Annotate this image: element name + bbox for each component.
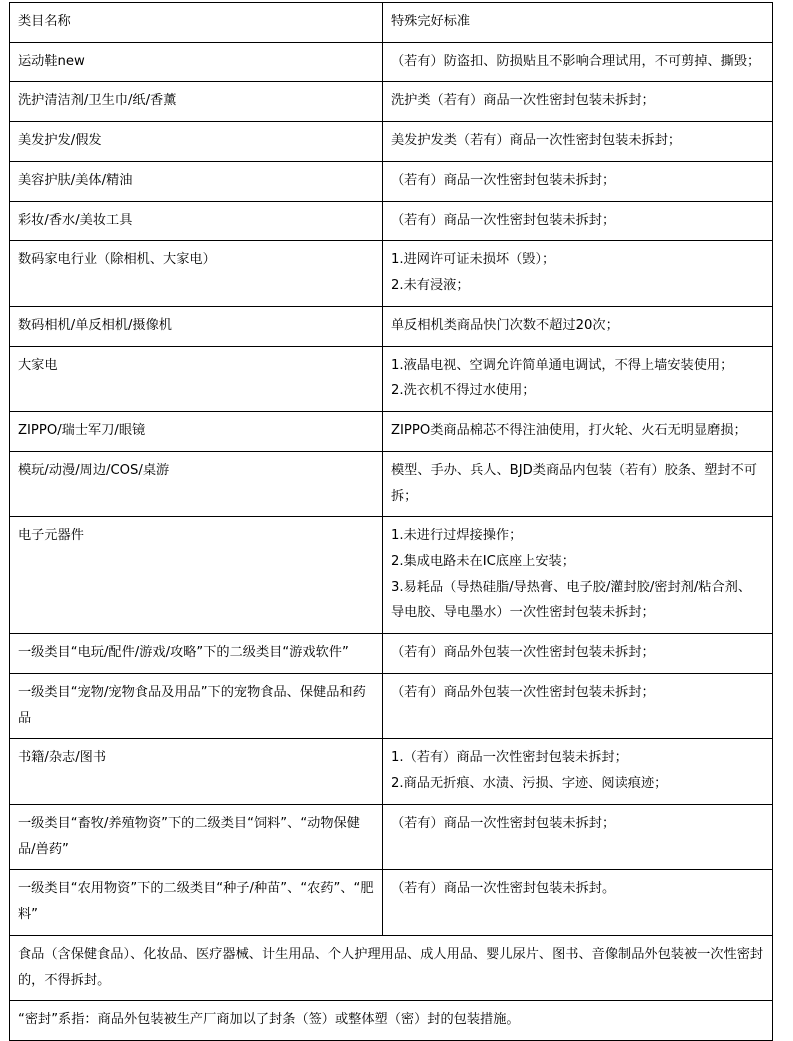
- category-cell: [10, 634, 383, 674]
- category-text: 一级类目“电玩/配件/游戏/攻略”下的二级类目“游戏软件”: [18, 645, 349, 661]
- standard-cell: [383, 412, 773, 452]
- footer-row: [10, 935, 773, 1000]
- table-header: [10, 3, 773, 43]
- category-cell: [10, 804, 383, 869]
- standard-cell: [383, 346, 773, 411]
- table-row: [10, 673, 773, 738]
- column-header-category: 类目名称: [10, 3, 383, 43]
- category-cell: [10, 201, 383, 241]
- standard-cell: [383, 241, 773, 306]
- category-text: 彩妆/香水/美妆工具: [18, 212, 133, 228]
- category-text: 模玩/动漫/周边/COS/桌游: [18, 462, 170, 478]
- standard-line: （若有）商品外包装一次性密封包装未拆封；: [391, 684, 655, 700]
- footer-note-cell: [10, 1001, 773, 1041]
- standard-cell: [383, 451, 773, 516]
- category-text: 运动鞋new: [18, 53, 85, 69]
- standard-line: （若有）商品外包装一次性密封包装未拆封；: [391, 645, 655, 661]
- table-row: [10, 306, 773, 346]
- category-cell: [10, 122, 383, 162]
- table-row: [10, 870, 773, 935]
- standard-cell: [383, 634, 773, 674]
- category-text: ZIPPO/瑞士军刀/眼镜: [18, 423, 146, 439]
- category-text: 美发护发/假发: [18, 133, 102, 149]
- category-cell: [10, 42, 383, 82]
- standard-line: 2.商品无折痕、水渍、污损、字迹、阅读痕迹；: [391, 776, 668, 792]
- table-row: [10, 634, 773, 674]
- standard-cell: [383, 201, 773, 241]
- standard-cell: [383, 82, 773, 122]
- table-row: [10, 517, 773, 634]
- standard-line: 洗护类（若有）商品一次性密封包装未拆封；: [391, 93, 655, 109]
- standard-line: 2.集成电路未在IC底座上安装；: [391, 554, 575, 570]
- category-cell: [10, 306, 383, 346]
- table-row: [10, 42, 773, 82]
- standard-line: （若有）商品一次性密封包装未拆封。: [391, 881, 616, 897]
- table-row: [10, 451, 773, 516]
- standard-line: （若有）商品一次性密封包装未拆封；: [391, 172, 616, 188]
- category-cell: [10, 673, 383, 738]
- category-text: 一级类目“农用物资”下的二级类目“种子/种苗”、“农药”、“肥料”: [18, 881, 374, 923]
- table-body: [10, 42, 773, 1040]
- footer-note-cell: [10, 935, 773, 1000]
- footer-note-text: 食品（含保健食品）、化妆品、医疗器械、计生用品、个人护理用品、成人用品、婴儿尿片、图书、音像制品外包装被一次性密封的，不得拆封。: [18, 946, 764, 988]
- standard-line: 1.进网许可证未损坏（毁）；: [391, 252, 556, 268]
- special-condition-standards-table: [9, 2, 773, 1041]
- standard-cell: [383, 673, 773, 738]
- footer-row: [10, 1001, 773, 1041]
- standard-line: 3.易耗品（导热硅脂/导热膏、电子胶/灌封胶/密封剂/粘合剂、导电胶、导电墨水）一次性密封包装未拆封；: [391, 579, 752, 621]
- category-text: 数码相机/单反相机/摄像机: [18, 317, 172, 333]
- category-text: 大家电: [18, 357, 58, 373]
- standard-cell: [383, 306, 773, 346]
- category-text: 数码家电行业（除相机、大家电）: [18, 252, 216, 268]
- category-cell: [10, 517, 383, 634]
- category-cell: [10, 451, 383, 516]
- standard-cell: [383, 161, 773, 201]
- standard-cell: [383, 739, 773, 804]
- standard-line: （若有）商品一次性密封包装未拆封；: [391, 815, 616, 831]
- category-text: 洗护清洁剂/卫生巾/纸/香薰: [18, 93, 177, 109]
- standard-cell: [383, 122, 773, 162]
- category-text: 书籍/杂志/图书: [18, 750, 107, 766]
- standard-line: （若有）防盗扣、防损贴且不影响合理试用，不可剪掉、撕毁；: [391, 53, 761, 69]
- category-text: 一级类目“宠物/宠物食品及用品”下的宠物食品、保健品和药品: [18, 684, 366, 726]
- standard-line: 2.洗衣机不得过水使用；: [391, 383, 536, 399]
- standard-cell: [383, 804, 773, 869]
- category-text: 电子元器件: [18, 528, 84, 544]
- table-row: [10, 412, 773, 452]
- table-row: [10, 122, 773, 162]
- standard-line: 模型、手办、兵人、BJD类商品内包装（若有）胶条、塑封不可拆；: [391, 462, 757, 504]
- table-row: [10, 201, 773, 241]
- table-row: [10, 804, 773, 869]
- standard-line: 单反相机类商品快门次数不超过20次；: [391, 317, 619, 333]
- standard-line: 1.液晶电视、空调允许简单通电调试，不得上墙安装使用；: [391, 357, 734, 373]
- standard-line: 1.未进行过焊接操作；: [391, 528, 523, 544]
- category-cell: [10, 870, 383, 935]
- standard-cell: [383, 517, 773, 634]
- column-header-standard: 特殊完好标准: [383, 3, 773, 43]
- standard-line: ZIPPO类商品棉芯不得注油使用，打火轮、火石无明显磨损；: [391, 423, 747, 439]
- standard-line: 1.（若有）商品一次性密封包装未拆封；: [391, 750, 628, 766]
- category-cell: [10, 412, 383, 452]
- category-text: 一级类目“畜牧/养殖物资”下的二级类目“饲料”、“动物保健品/兽药”: [18, 815, 360, 857]
- table-row: [10, 161, 773, 201]
- standard-line: （若有）商品一次性密封包装未拆封；: [391, 212, 616, 228]
- category-cell: [10, 82, 383, 122]
- standard-cell: [383, 870, 773, 935]
- standard-line: 2.未有浸液；: [391, 278, 470, 294]
- standard-line: 美发护发类（若有）商品一次性密封包装未拆封；: [391, 133, 682, 149]
- category-text: 美容护肤/美体/精油: [18, 172, 133, 188]
- category-cell: [10, 346, 383, 411]
- table-header-row: [10, 3, 773, 43]
- footer-note-text: “密封”系指：商品外包装被生产厂商加以了封条（签）或整体塑（密）封的包装措施。: [18, 1012, 520, 1028]
- table-row: [10, 739, 773, 804]
- category-cell: [10, 241, 383, 306]
- table-row: [10, 241, 773, 306]
- table-row: [10, 346, 773, 411]
- standard-cell: [383, 42, 773, 82]
- category-cell: [10, 739, 383, 804]
- table-row: [10, 82, 773, 122]
- category-cell: [10, 161, 383, 201]
